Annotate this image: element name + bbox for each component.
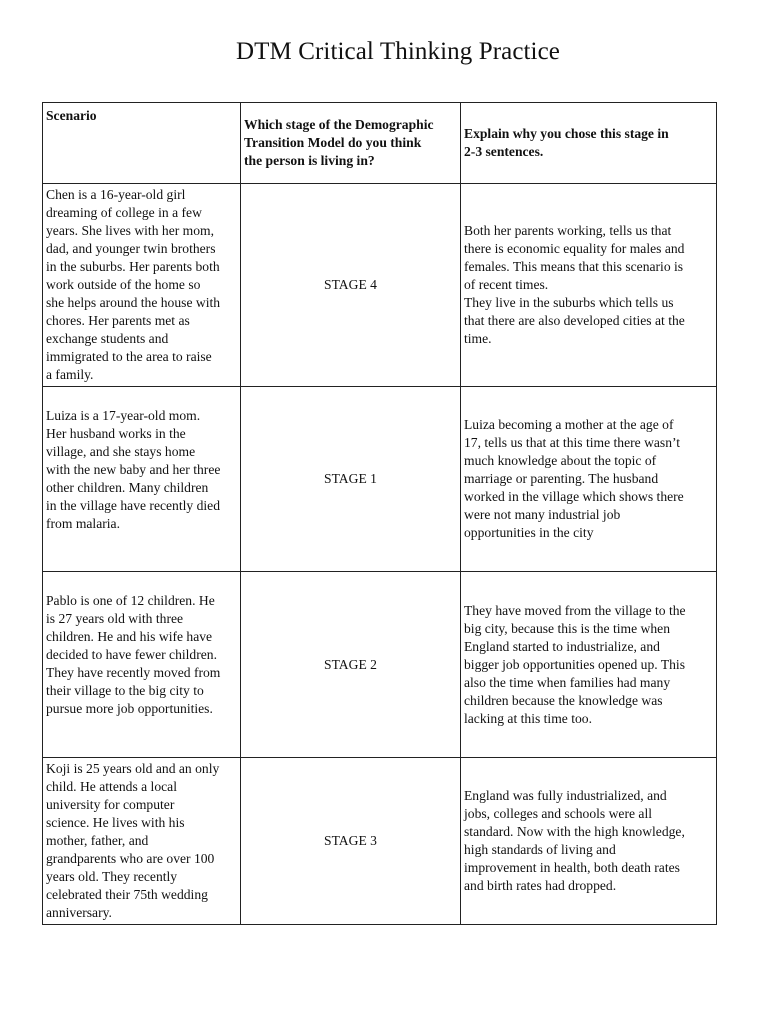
dtm-table [42, 102, 717, 925]
explanation-cell [461, 387, 717, 572]
header-stage-label: Which stage of the Demographic Transition Model do you think the person is living in? [244, 117, 434, 168]
header-stage [241, 103, 461, 184]
explanation-cell [461, 758, 717, 925]
scenario-text: Koji is 25 years old and an only child. He attends a local university for computer science. He lives with his mother, father, and grandparents who are over 100 years old. They recently celebrated their 75th wedding anniversary. [46, 761, 220, 920]
table-header-row [43, 103, 717, 184]
explanation-cell [461, 184, 717, 387]
stage-answer: STAGE 4 [324, 277, 377, 292]
stage-answer: STAGE 2 [324, 656, 377, 672]
table-row [43, 184, 717, 387]
scenario-text: Luiza is a 17-year-old mom. Her husband works in the village, and she stays home with the new baby and her three other children. Many children in the village have recently died from malaria. [46, 408, 221, 531]
table-row [43, 387, 717, 572]
stage-cell [241, 758, 461, 925]
stage-cell [241, 387, 461, 572]
explanation-text: Luiza becoming a mother at the age of 17, tells us that at this time there wasn’t much knowledge about the topic of marriage or parenting. The husband worked in the village which shows there were not many industrial job opportunities in the city [464, 417, 684, 540]
stage-cell [241, 572, 461, 758]
explanation-text: England was fully industrialized, and jobs, colleges and schools were all standard. Now with the high knowledge, high standards of living and improvement in health, both death rates and birth rates had dropped. [464, 788, 685, 893]
stage-cell [241, 184, 461, 387]
header-scenario [43, 103, 241, 184]
table-row [43, 758, 717, 925]
scenario-cell [43, 184, 241, 387]
stage-answer: STAGE 3 [324, 833, 377, 848]
table-row [43, 572, 717, 758]
scenario-cell [43, 758, 241, 925]
stage-answer: STAGE 1 [324, 471, 377, 486]
scenario-cell [43, 572, 241, 758]
header-scenario-label: Scenario [46, 108, 97, 123]
scenario-text: Chen is a 16-year-old girl dreaming of college in a few years. She lives with her mom, dad, and younger twin brothers in the suburbs. Her parents both work outside of the home so she helps around the house with chores. Her parents met as exchange students and immigrated to the area to raise a family. [46, 187, 221, 382]
scenario-cell [43, 387, 241, 572]
scenario-text: Pablo is one of 12 children. He is 27 years old with three children. He and his wife have decided to have fewer children. They have recently moved from their village to the big city to pursue more job opportunities. [46, 593, 221, 716]
explanation-cell [461, 572, 717, 758]
explanation-text: Both her parents working, tells us that there is economic equality for males and females. This means that this scenario is of recent times. They live in the suburbs which tells us that there are also developed cities at the time. [464, 223, 685, 346]
page-title: DTM Critical Thinking Practice [236, 38, 560, 65]
explanation-text: They have moved from the village to the big city, because this is the time when England started to industrialize, and bigger job opportunities opened up. This also the time when families had many children because the knowledge was lacking at this time too. [464, 602, 686, 726]
header-explain [461, 103, 717, 184]
header-explain-label: Explain why you chose this stage in 2-3 sentences. [464, 126, 669, 159]
